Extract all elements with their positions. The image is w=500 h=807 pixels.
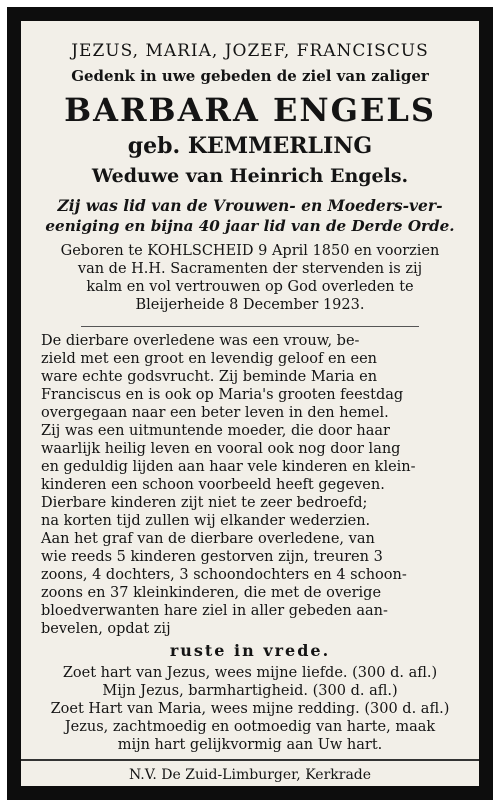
ruste-in-vrede: ruste in vrede. [169, 641, 331, 660]
text-line: wie reeds 5 kinderen gestorven zijn, treuren 3 [41, 549, 383, 565]
text-line: Franciscus en is ook op Maria's grooten feestdag [41, 387, 404, 403]
widow-line: Weduwe van Heinrich Engels. [91, 165, 409, 187]
text-line: zoons en 37 kleinkinderen, die met de overige [41, 585, 382, 601]
header-gedenk: Gedenk in uwe gebeden de ziel van zaliger [71, 67, 429, 85]
text-line: bevelen, opdat zij [41, 621, 171, 637]
prayer-line: Jezus, zachtmoedig en ootmoedig van harte, maak [64, 719, 436, 735]
text-line: Zij was een uitmuntende moeder, die door haar [41, 423, 390, 439]
prayer-line: Zoet Hart van Maria, wees mijne redding. (300 d. afl.) [50, 701, 450, 717]
text-line: zoons, 4 dochters, 3 schoondochters en 4 schoon- [41, 567, 407, 583]
birth-line-4: Bleijerheide 8 December 1923. [135, 297, 365, 313]
membership-line-1: Zij was lid van de Vrouwen- en Moeders-ver- [57, 196, 443, 215]
text-line: kinderen een schoon voorbeeld heeft gegeven. [41, 477, 385, 493]
birth-line-3: kalm en vol vertrouwen op God overleden te [86, 279, 414, 295]
divider-bottom [21, 759, 479, 761]
text-line: ware echte godsvrucht. Zij beminde Maria en [41, 369, 378, 385]
text-line: waarlijk heilig leven en vooral ook nog door lang [41, 441, 401, 457]
maiden-name: geb. KEMMERLING [127, 133, 373, 159]
membership-line-2: eeniging en bijna 40 jaar lid van de Derde Orde. [45, 217, 455, 235]
text-line: en geduldig lijden aan haar vele kinderen en klein- [41, 459, 416, 475]
text-line: Aan het graf van de dierbare overledene, van [41, 531, 375, 547]
header-saints: JEZUS, MARIA, JOZEF, FRANCISCUS [71, 41, 429, 61]
text-line: bloedverwanten hare ziel in aller gebeden aan- [41, 603, 388, 619]
text-line: De dierbare overledene was een vrouw, be- [41, 333, 360, 349]
deceased-name: BARBARA ENGELS [64, 91, 436, 129]
text-line: zield met een groot en levendig geloof en een [41, 351, 378, 367]
divider-top [81, 326, 419, 327]
prayer-line: Zoet hart van Jezus, wees mijne liefde. (300 d. afl.) [62, 665, 438, 681]
text-line: na korten tijd zullen wij elkander wederzien. [41, 513, 371, 529]
birth-line-1: Geboren te KOHLSCHEID 9 April 1850 en voorzien [60, 243, 440, 259]
birth-line-2: van de H.H. Sacramenten der stervenden is zij [77, 261, 423, 277]
text-line: Dierbare kinderen zijt niet te zeer bedroefd; [41, 495, 368, 511]
card-border [7, 7, 493, 800]
prayer-line: mijn hart gelijkvormig aan Uw hart. [117, 737, 383, 753]
text-line: overgegaan naar een beter leven in den hemel. [41, 405, 389, 421]
prayer-card [21, 21, 479, 786]
prayer-line: Mijn Jezus, barmhartigheid. (300 d. afl.) [102, 683, 398, 699]
printer-line: N.V. De Zuid-Limburger, Kerkrade [128, 767, 372, 783]
